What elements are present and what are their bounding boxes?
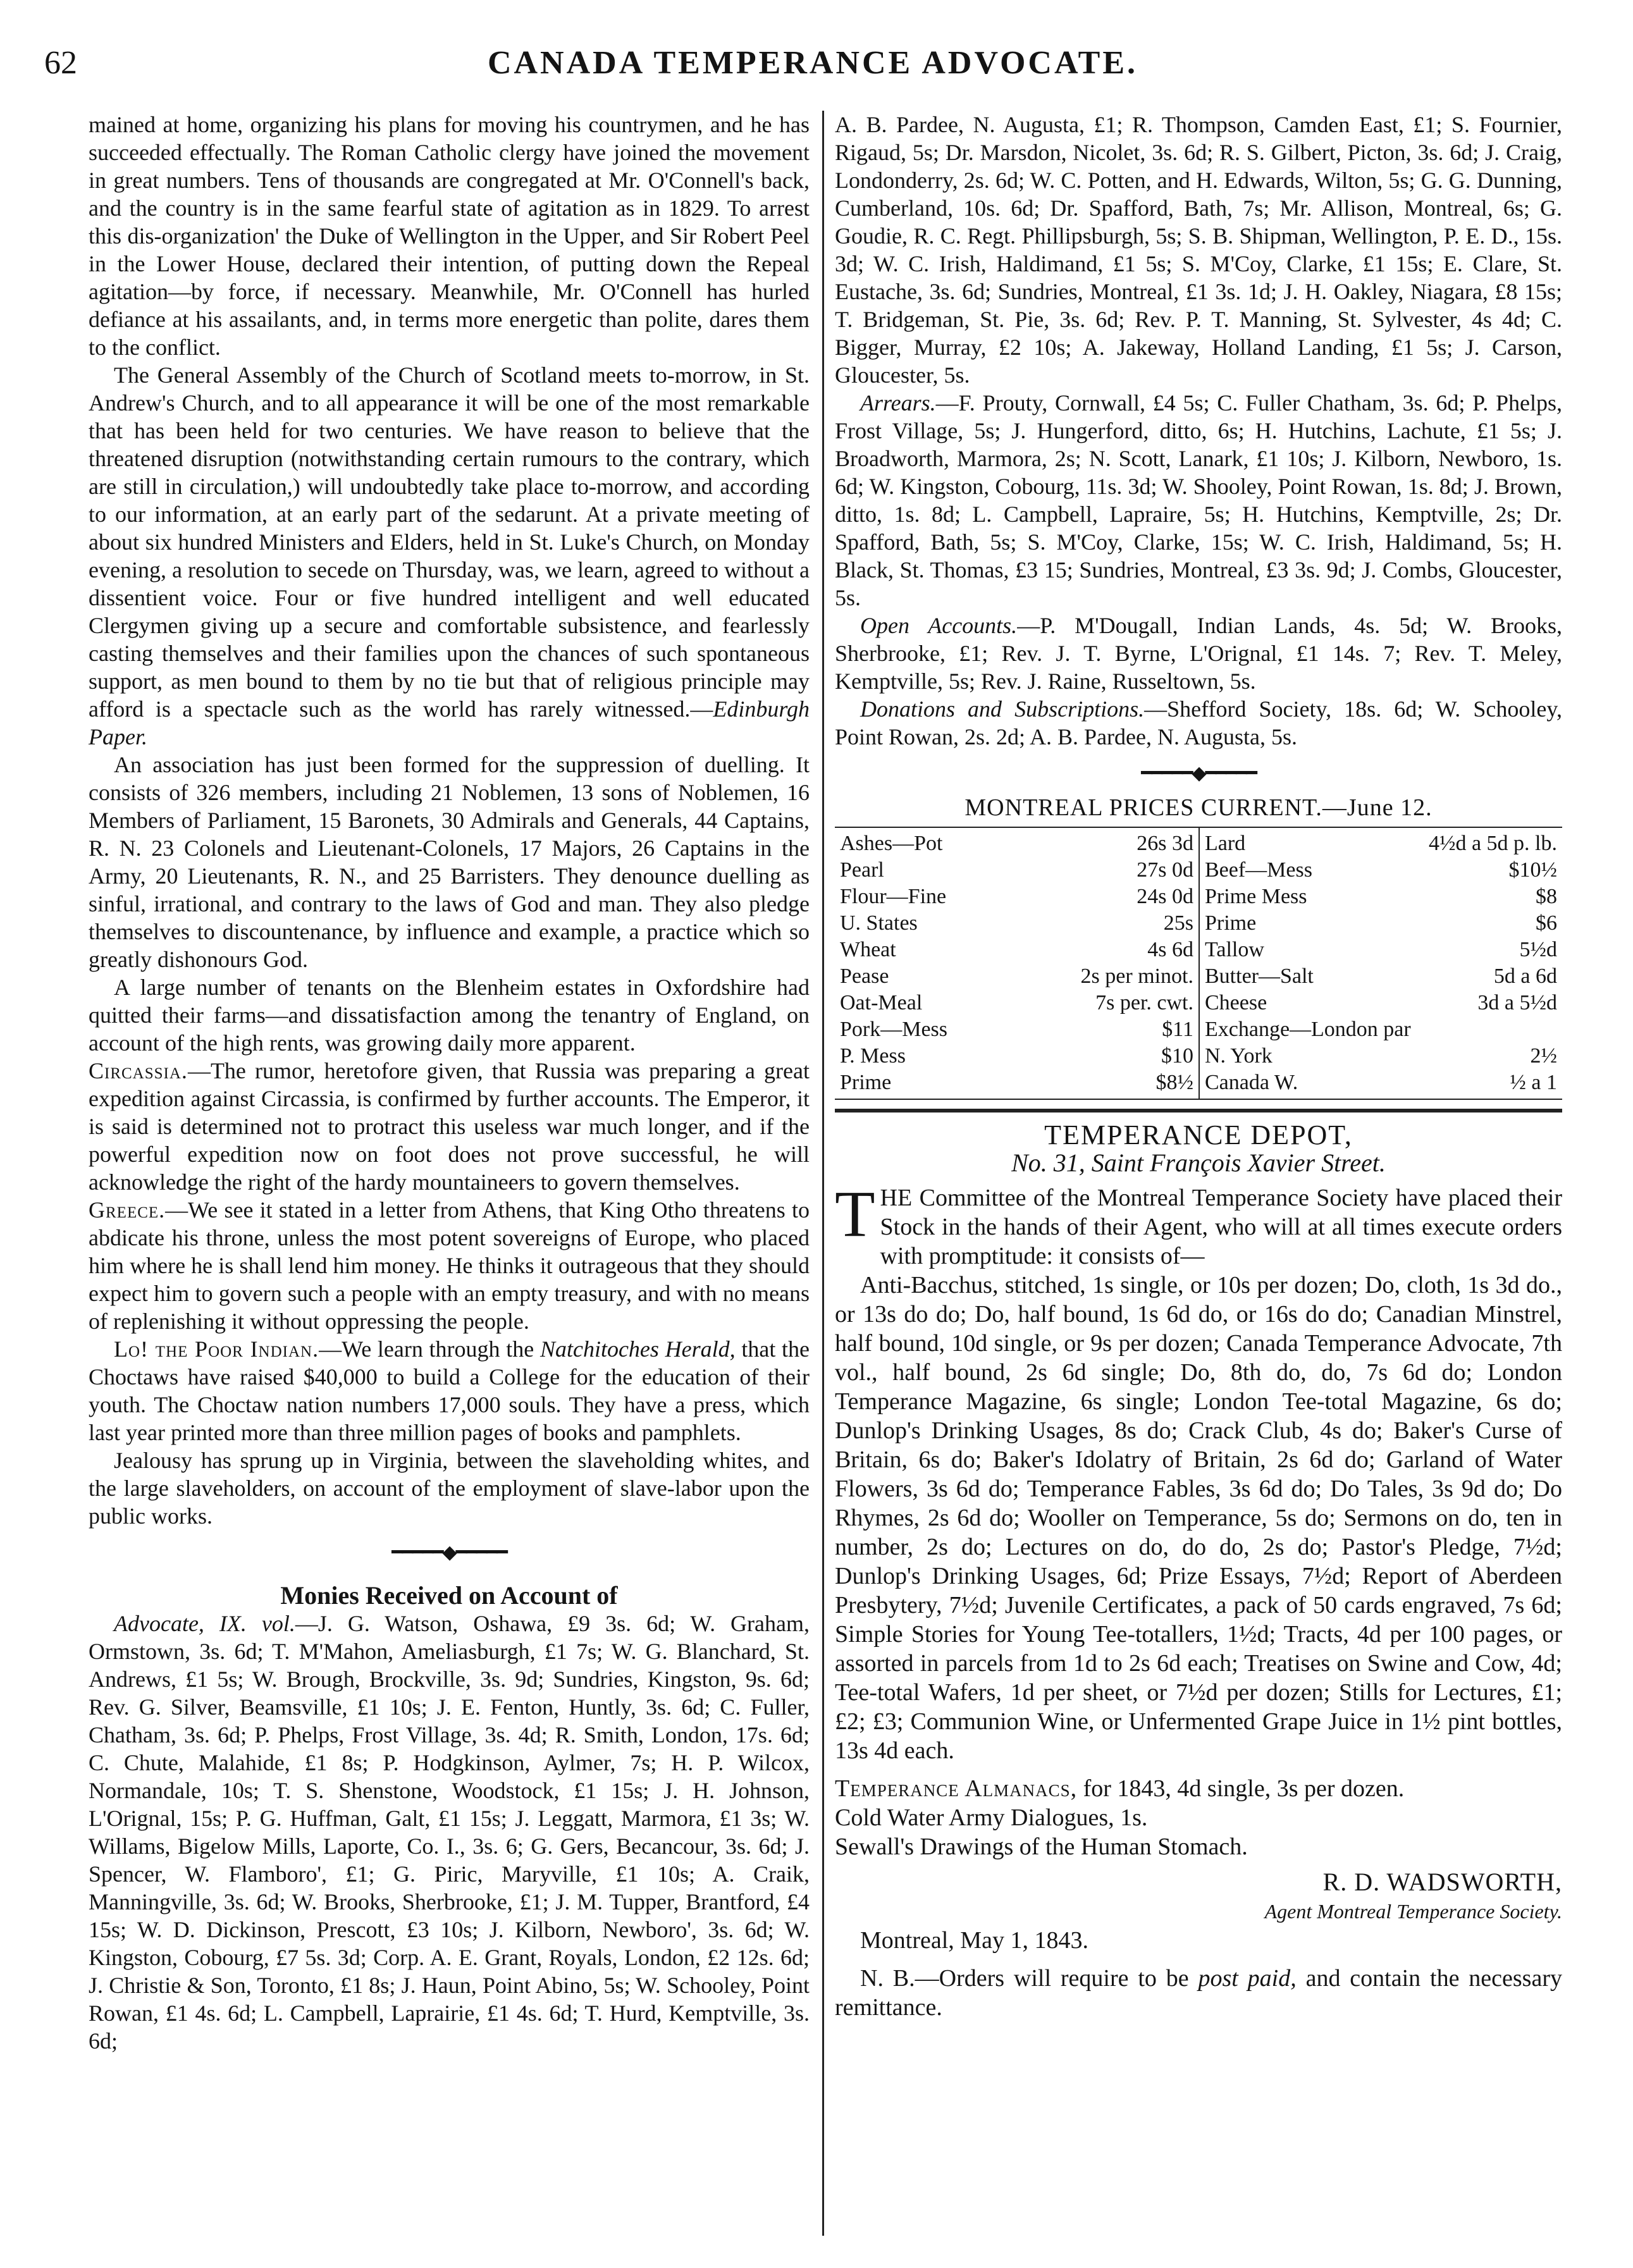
- price-value: $8½: [1155, 1071, 1193, 1094]
- dialogues-line: Cold Water Army Dialogues, 1s.: [835, 1804, 1148, 1831]
- arrears-list: Arrears.—F. Prouty, Cornwall, £4 5s; C. Fuller Chatham, 3s. 6d; P. Phelps, Frost Village, 5s; J. Hungerford, ditto, 6s; H. Hutchins, Lachute, £1 5s; J. Broadworth, Marmora, 2s; N. Scott, Lanark, £1 10s; J. Kilborn, Newboro, 1s. 6d; W. Kingston, Cobourg, 11s. 3d; W. Shooley, Point Rowan, 1s. 8d; J. Brown, ditto, 1s. 8d; L. Campbell, Lapraire, 5s; H. Hutchins, Kemptville, 2s; Dr. Spafford, Bath, 5s; S. M'Coy, Clarke, 15s; W. C. Irish, Haldimand, 5s; H. Black, St. Thomas, £3 15; Sundries, Montreal, £3 3s. 9d; J. Combs, Gloucester, 5s.: [835, 390, 1562, 610]
- paragraph-duelling: An association has just been formed for the suppression of duelling. It consists of 326 members, including 21 Noblemen, 13 sons of Noblemen, 16 Members of Parliament, 15 Baronets, 30 Admirals and Generals, 44 Captains, R. N. 23 Colonels and Lieutenant-Colonels, 17 Majors, 26 Captains in the Army, 20 Lieutenants, R. N., and 25 Barristers. They denounce duelling as sinful, irrational, and contrary to the laws of God and man. They also pledge themselves to discountenance, by influence and example, a practice which so greatly dishonours God.: [89, 752, 810, 972]
- price-row: [840, 910, 1193, 937]
- paragraph-greece: Greece.—We see it stated in a letter from Athens, that King Otho threatens to abdicate his throne, unless the most potent sovereigns of Europe, who placed him where he is shall lend him money. He thinks it outrageous that they should expect him to govern such a people with an empty treasury, and with no means of replenishing it without oppressing the people.: [89, 1197, 810, 1334]
- column-divider: [822, 111, 824, 2236]
- price-label: N. York: [1205, 1044, 1273, 1068]
- price-row: [840, 884, 1193, 910]
- price-row: [840, 937, 1193, 963]
- monies-list-continued: A. B. Pardee, N. Augusta, £1; R. Thompson, Camden East, £1; S. Fournier, Rigaud, 5s; Dr. Marsdon, Nicolet, 3s. 6d; R. S. Gilbert, Picton, 3s. 6d; J. Craig, Londonderry, 2s. 6d; W. C. Potten, and H. Edwards, Wilton, 5s; G. G. Dunning, Cumberland, 10s. 6d; Dr. Spafford, Bath, 7s; Mr. Allison, Montreal, 6s; G. Goudie, R. C. Regt. Phillipsburgh, 5s; S. B. Shipman, Wellington, P. E. D., 15s. 3d; W. C. Irish, Haldimand, £1 5s; S. M'Coy, Clarke, £1 15s; E. Clare, St. Eustache, 3s. 6d; Sundries, Montreal, £1 3s. 1d; J. H. Oakley, Niagara, £8 15s; T. Bridgeman, St. Pie, 3s. 6d; Rev. P. T. Manning, St. Sylvester, 4s 4d; C. Bigger, Murray, £2 10s; A. Jakeway, Holland Landing, £1 5s; J. Carson, Gloucester, 5s.: [835, 112, 1562, 388]
- price-label: Wheat: [840, 938, 896, 961]
- price-value: 3d a 5½d: [1477, 991, 1557, 1014]
- depot-title: TEMPERANCE DEPOT,: [1044, 1119, 1353, 1150]
- paragraph-virginia: Jealousy has sprung up in Virginia, between the slaveholding whites, and the large slaveholders, on account of the employment of slave-labor upon the public works.: [89, 1448, 810, 1529]
- price-row: [1205, 937, 1557, 963]
- drawings-line: Sewall's Drawings of the Human Stomach.: [835, 1834, 1248, 1860]
- price-label: Pork—Mess: [840, 1018, 948, 1041]
- paragraph-blenheim: A large number of tenants on the Blenheim estates in Oxfordshire had quitted their farms—and dissatisfaction among the tenantry of England, on account of the high rents, was growing daily more apparent.: [89, 975, 810, 1056]
- price-label: Butter—Salt: [1205, 965, 1314, 988]
- price-row: [840, 1043, 1193, 1069]
- price-value: 2s per minot.: [1080, 965, 1193, 988]
- price-row: [840, 990, 1193, 1016]
- price-label: Flour—Fine: [840, 885, 947, 908]
- price-row: [1205, 830, 1557, 857]
- left-column: [89, 111, 810, 2055]
- ornament-rule: ━━━━━◆━━━━━: [391, 1542, 507, 1563]
- ornament-rule: ━━━━━◆━━━━━: [1141, 763, 1256, 784]
- price-value: 25s: [1163, 911, 1193, 935]
- prices-left-column: [835, 828, 1199, 1099]
- paragraph-circassia: Circassia.—The rumor, heretofore given, that Russia was preparing a great expedition against Circassia, is confirmed by further accounts. The Emperor, it is said is determined not to protract this useless war much longer, and if the powerful expedition now on foot does not prove successful, he will acknowledge the right of the hardy mountaineers to govern themselves.: [89, 1058, 810, 1195]
- price-row: [840, 830, 1193, 857]
- price-label: Tallow: [1205, 938, 1264, 961]
- paragraph-repeal: mained at home, organizing his plans for moving his countrymen, and he has succeeded effectually. The Roman Catholic clergy have joined the movement in great numbers. Tens of thousands are congregated at Mr. O'Connell's back, and the country is in the same fearful state of agitation as in 1829. To arrest this dis-organization' the Duke of Wellington in the Upper, and Sir Robert Peel in the Lower House, declared their intention, of putting down the Repeal agitation—by force, if necessary. Meanwhile, Mr. O'Connell has hurled defiance at his assailants, and, in terms more energetic than polite, dares them to the conflict.: [89, 112, 810, 360]
- monies-list: Advocate, IX. vol.—J. G. Watson, Oshawa, £9 3s. 6d; W. Graham, Ormstown, 3s. 6d; T. M'Mahon, Ameliasburgh, £1 7s; W. G. Blanchard, St. Andrews, £1 5s; W. Brough, Brockville, 3s. 9d; Sundries, Kingston, 9s. 6d; Rev. G. Silver, Beamsville, £1 10s; J. E. Fenton, Huntly, 3s. 6d; C. Fuller, Chatham, 3s. 6d; P. Phelps, Frost Village, 3s. 4d; R. Smith, London, 17s. 6d; C. Chute, Malahide, £1 8s; P. Hodgkinson, Aylmer, 7s; H. P. Wilcox, Normandale, 10s; T. S. Shenstone, Woodstock, £1 15s; J. H. Johnson, L'Orignal, 15s; P. G. Huffman, Galt, £1 15s; J. Leggatt, Marmora, £1 3s; W. Willams, Bigelow Mills, Laporte, Co. I., 3s. 6; G. Gers, Becancour, 3s. 6d; J. Spencer, W. Flamboro', £1; G. Piric, Maryville, £1 10s; A. Craik, Manningville, 3s. 6d; W. Brooks, Sherbrooke, £1; J. M. Tupper, Brantford, £4 15s; W. D. Dickinson, Prescott, £3 10s; J. Kilborn, Newboro', 3s. 6d; W. Kingston, Cobourg, £7 5s. 3d; Corp. A. E. Grant, Royals, London, £2 12s. 6d; J. Christie & Son, Toronto, £1 8s; J. Haun, Point Abino, 5s; W. Schooley, Point Rowan, £1 4s. 6d; L. Campbell, Laprairie, £1 4s. 6d; T. Hurd, Kemptville, 3s. 6d;: [89, 1611, 810, 2054]
- almanac-line: Temperance Almanacs, for 1843, 4d single, 3s per dozen.: [835, 1775, 1405, 1802]
- price-row: [1205, 910, 1557, 937]
- price-label: Oat-Meal: [840, 991, 923, 1014]
- price-label: Cheese: [1205, 991, 1267, 1014]
- prices-current-title: MONTREAL PRICES CURRENT.—June 12.: [964, 794, 1433, 821]
- price-row: [840, 1069, 1193, 1096]
- price-row: [1205, 963, 1557, 990]
- price-value: $6: [1536, 911, 1557, 935]
- price-value: $10: [1161, 1044, 1193, 1068]
- price-row: [1205, 884, 1557, 910]
- price-label: Exchange—London par: [1205, 1018, 1411, 1041]
- section-rule: [835, 1109, 1562, 1112]
- price-value: 27s 0d: [1137, 858, 1193, 882]
- depot-intro: THE Committee of the Montreal Temperance Society have placed their Stock in the hands of their Agent, who will at all times execute orders with promptitude: it consists of—: [835, 1178, 1562, 1269]
- running-title: CANADA TEMPERANCE ADVOCATE.: [487, 45, 1138, 81]
- price-value: $10½: [1508, 858, 1557, 882]
- depot-address: No. 31, Saint François Xavier Street.: [1011, 1149, 1386, 1177]
- signer-title: Agent Montreal Temperance Society.: [1264, 1900, 1562, 1923]
- price-value: 24s 0d: [1137, 885, 1193, 908]
- depot-advertisement: [835, 1178, 1562, 2022]
- price-value: 7s per. cwt.: [1095, 991, 1193, 1014]
- price-label: U. States: [840, 911, 918, 935]
- price-row: [1205, 1069, 1557, 1096]
- price-value: $8: [1536, 885, 1557, 908]
- price-row: [1205, 857, 1557, 884]
- price-row: [840, 1016, 1193, 1043]
- price-label: Prime Mess: [1205, 885, 1307, 908]
- price-row: [1205, 990, 1557, 1016]
- donations-list: Donations and Subscriptions.—Shefford Society, 18s. 6d; W. Schooley, Point Rowan, 2s. 2d; A. B. Pardee, N. Augusta, 5s.: [835, 696, 1562, 749]
- price-value: 26s 3d: [1137, 832, 1193, 855]
- section-head-greece: Greece.: [89, 1197, 166, 1223]
- right-column: [835, 111, 1562, 2022]
- page-number: 62: [44, 45, 77, 81]
- paragraph-general-assembly: The General Assembly of the Church of Scotland meets to-morrow, in St. Andrew's Church, and to all appearance it will be one of the most remarkable that has been held for two centuries. We have reason to believe that the threatened disruption (notwithstanding certain rumours to the contrary, which are still in circulation,) will undoubtedly take place to-morrow, and according to our information, at an early part of the sedarunt. At a private meeting of about six hundred Ministers and Elders, held in St. Luke's Church, on Monday evening, a resolution to secede on Thursday, was, we learn, agreed to without a dissentient voice. Four or five hundred intelligent and well educated Clergymen giving up a secure and comfortable subsistence, and fearlessly casting themselves and their families upon the chances of such spontaneous support, as men bound to them by no tie but that of religious principle may afford is a spectacle such as the world has rarely witnessed.—Edinburgh Paper.: [89, 362, 810, 749]
- source-credit: Edinburgh Paper.: [89, 696, 810, 749]
- price-label: Prime: [840, 1071, 892, 1094]
- signer-name: R. D. WADSWORTH,: [1322, 1868, 1562, 1896]
- price-label: Ashes—Pot: [840, 832, 943, 855]
- dateline: Montreal, May 1, 1843.: [860, 1927, 1088, 1954]
- prices-right-column: [1199, 828, 1562, 1099]
- drop-cap: T: [835, 1178, 875, 1250]
- price-value: $11: [1162, 1018, 1193, 1041]
- price-label: Lard: [1205, 832, 1246, 855]
- nota-bene: N. B.—Orders will require to be post paid, and contain the necessary remittance.: [835, 1965, 1562, 2021]
- paragraph-poor-indian: Lo! the Poor Indian.—We learn through the Natchitoches Herald, that the Choctaws have raised $40,000 to build a College for the education of their youth. The Choctaw nation numbers 17,000 souls. They have a press, which last year printed more than three million pages of books and pamphlets.: [89, 1336, 810, 1445]
- prices-table: [835, 827, 1562, 1100]
- section-head-circassia: Circassia.: [89, 1058, 188, 1083]
- price-value: ½ a 1: [1510, 1071, 1557, 1094]
- price-label: Pease: [840, 965, 889, 988]
- price-value: 4s 6d: [1147, 938, 1193, 961]
- price-value: 5½d: [1519, 938, 1557, 961]
- price-label: Pearl: [840, 858, 884, 882]
- price-value: 2½: [1530, 1044, 1557, 1068]
- price-label: Beef—Mess: [1205, 858, 1312, 882]
- price-value: 5d a 6d: [1493, 965, 1557, 988]
- price-row: [1205, 1016, 1557, 1043]
- page-header: [44, 44, 1581, 95]
- price-label: Canada W.: [1205, 1071, 1298, 1094]
- section-head-poor-indian: Lo! the Poor Indian.: [114, 1336, 319, 1362]
- price-row: [840, 963, 1193, 990]
- depot-stock-list: Anti-Bacchus, stitched, 1s single, or 10s per dozen; Do, cloth, 1s 3d do., or 13s do do; Do, half bound, 1s 6d do, or 16s do do; Canadian Minstrel, half bound, 10d single, or 9s per dozen; Canada Temperance Advocate, 7th vol., half bound, 2s 6d single; Do, 8th do, do, 7s 6d do; London Temperance Magazine, 6s single; London Tee-total Magazine, 6s do; Dunlop's Drinking Usages, 8s do; Crack Club, 4s do; Baker's Curse of Britain, 6s do; Baker's Idolatry of Britain, 2s 6d do; Garland of Water Flowers, 3s 6d do; Temperance Fables, 3s 6d do; Do Tales, 3s 9d do; Do Rhymes, 2s 6d do; Wooller on Temperance, 5s do; Sermons on do, ten in number, 2s do; Lectures on do, do do, 2s do; Pastor's Pledge, 7½d; Dunlop's Drinking Usages, 6d; Prize Essays, 7½d; Report of Aberdeen Presbytery, 7½d; Juvenile Certificates, a pack of 50 cards engraved, 7s 6d; Simple Stories for Young Tee-totallers, 1½d; Tracts, 4d per 100 pages, or assorted in parcels from 1d to 2s 6d each; Treatises on Swine and Cow, 4d; Tee-total Wafers, 1d per sheet, or 7½d per dozen; Stills for Lectures, £1; £2; £3; Communion Wine, or Unfermented Grape Juice in 1½ pint bottles, 13s 4d each.: [835, 1272, 1562, 1764]
- price-label: P. Mess: [840, 1044, 906, 1068]
- price-label: Prime: [1205, 911, 1257, 935]
- price-row: [1205, 1043, 1557, 1069]
- price-row: [840, 857, 1193, 884]
- open-accounts-list: Open Accounts.—P. M'Dougall, Indian Lands, 4s. 5d; W. Brooks, Sherbrooke, £1; Rev. J. T. Byrne, L'Orignal, £1 14s. 7; Rev. T. Meley, Kemptville, 5s; Rev. J. Raine, Russeltown, 5s.: [835, 613, 1562, 694]
- monies-heading: Monies Received on Account of: [280, 1581, 618, 1610]
- price-value: 4½d a 5d p. lb.: [1428, 832, 1557, 855]
